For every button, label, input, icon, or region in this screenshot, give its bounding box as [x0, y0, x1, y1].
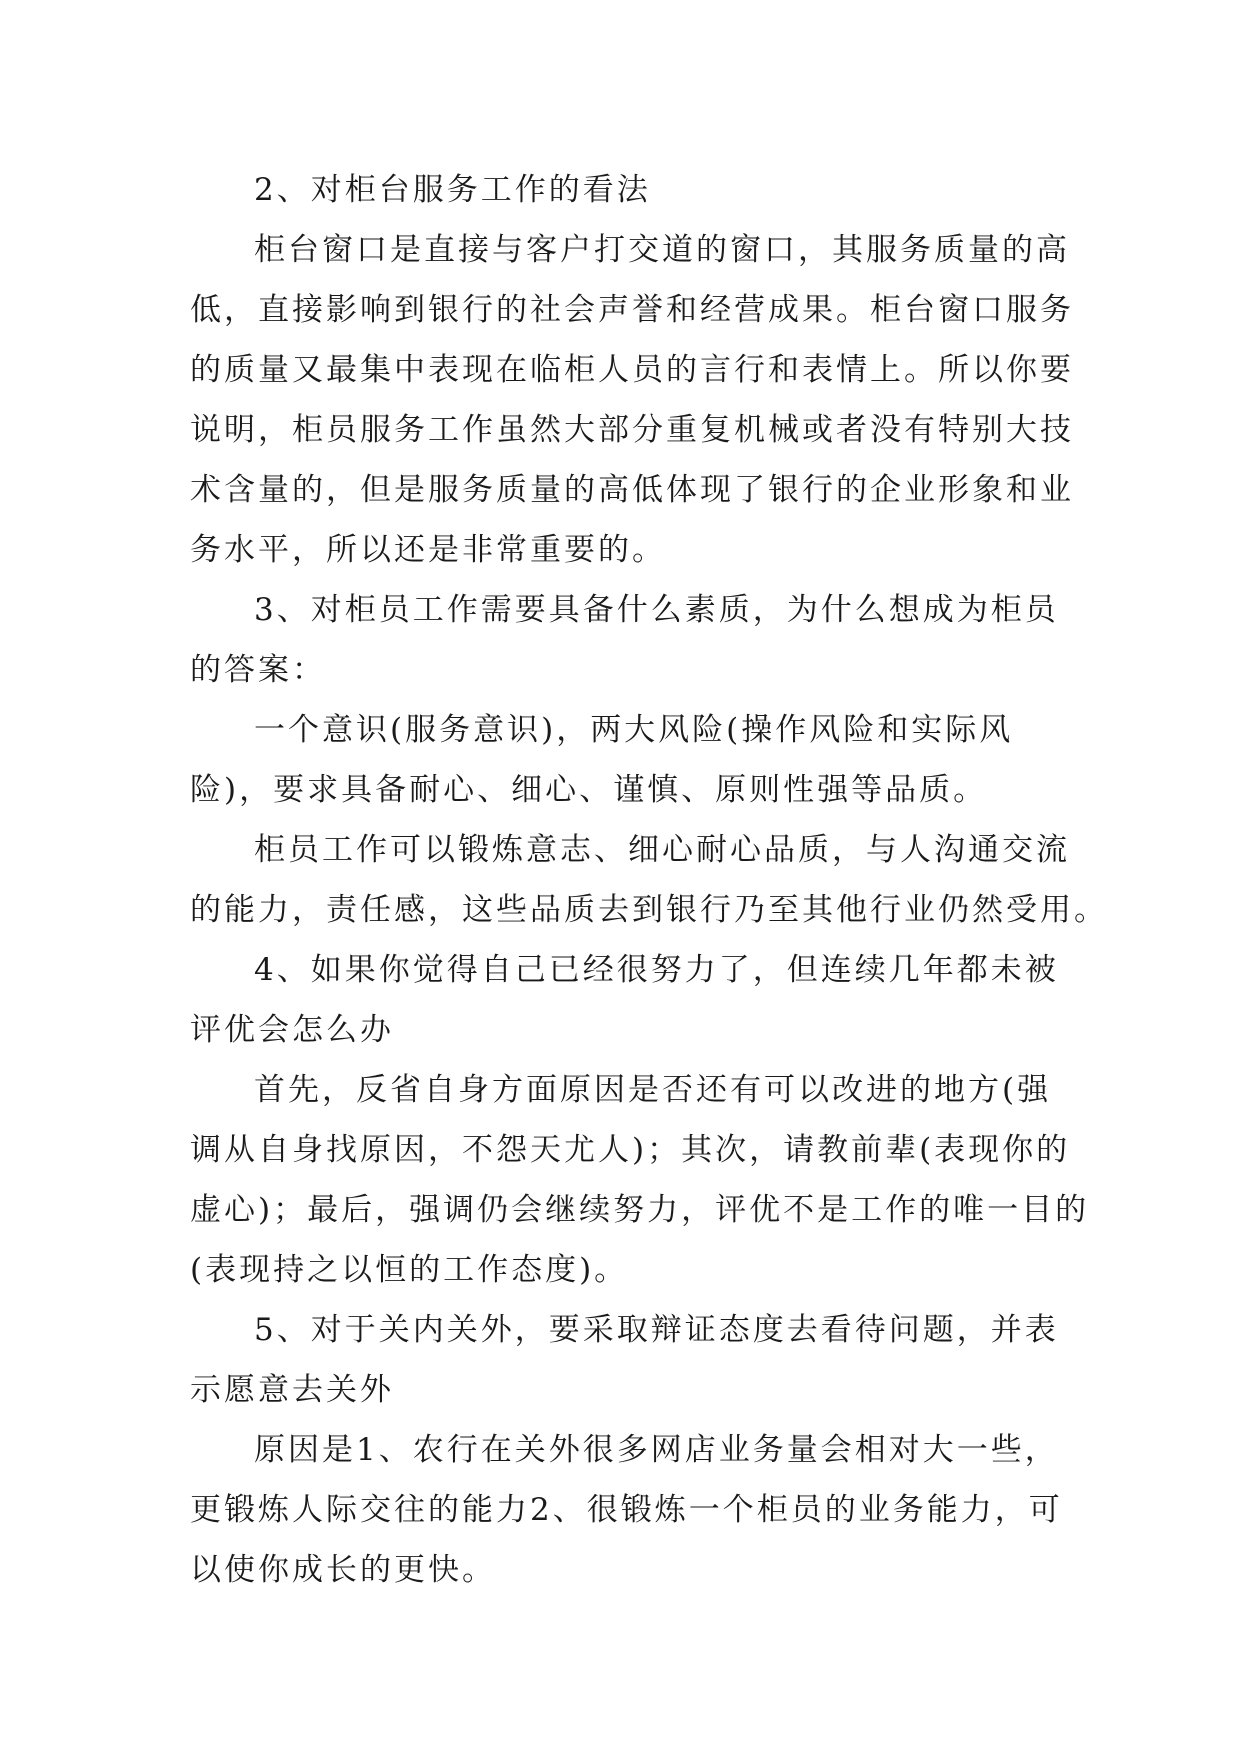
text-line: 首先，反省自身方面原因是否还有可以改进的地方(强 [254, 1072, 1052, 1108]
text-line: 低，直接影响到银行的社会声誉和经营成果。柜台窗口服务 [190, 292, 1074, 328]
section-heading: 3、对柜员工作需要具备什么素质，为什么想成为柜员 [254, 592, 1059, 628]
section-heading: 4、如果你觉得自己已经很努力了，但连续几年都未被 [254, 952, 1059, 988]
document-body [190, 160, 1108, 1600]
text-line: 以使你成长的更快。 [190, 1552, 496, 1588]
text-line: 说明，柜员服务工作虽然大部分重复机械或者没有特别大技 [190, 412, 1074, 448]
section-heading: 2、对柜台服务工作的看法 [254, 172, 651, 208]
text-line: 评优会怎么办 [190, 1012, 394, 1048]
text-line: 务水平，所以还是非常重要的。 [190, 532, 666, 568]
text-line: 更锻炼人际交往的能力2、很锻炼一个柜员的业务能力，可 [190, 1492, 1063, 1528]
text-line: 一个意识(服务意识)，两大风险(操作风险和实际风 [254, 712, 1014, 748]
section-heading: 5、对于关内关外，要采取辩证态度去看待问题，并表 [254, 1312, 1059, 1348]
text-line: 调从自身找原因，不怨天尤人)；其次，请教前辈(表现你的 [190, 1132, 1071, 1168]
text-line: 柜员工作可以锻炼意志、细心耐心品质，与人沟通交流 [254, 832, 1070, 868]
text-line: 险)，要求具备耐心、细心、谨慎、原则性强等品质。 [190, 772, 988, 808]
text-line: 的答案： [190, 652, 326, 688]
text-line: 虚心)；最后，强调仍会继续努力，评优不是工作的唯一目的 [190, 1192, 1090, 1228]
text-line: 术含量的，但是服务质量的高低体现了银行的企业形象和业 [190, 472, 1074, 508]
text-line: 柜台窗口是直接与客户打交道的窗口，其服务质量的高 [254, 232, 1070, 268]
text-line: 原因是1、农行在关外很多网店业务量会相对大一些， [254, 1432, 1059, 1468]
text-line: 示愿意去关外 [190, 1372, 394, 1408]
text-line: 的能力，责任感，这些品质去到银行乃至其他行业仍然受用。 [190, 892, 1108, 928]
text-line: 的质量又最集中表现在临柜人员的言行和表情上。所以你要 [190, 352, 1074, 388]
text-line: (表现持之以恒的工作态度)。 [190, 1252, 629, 1288]
